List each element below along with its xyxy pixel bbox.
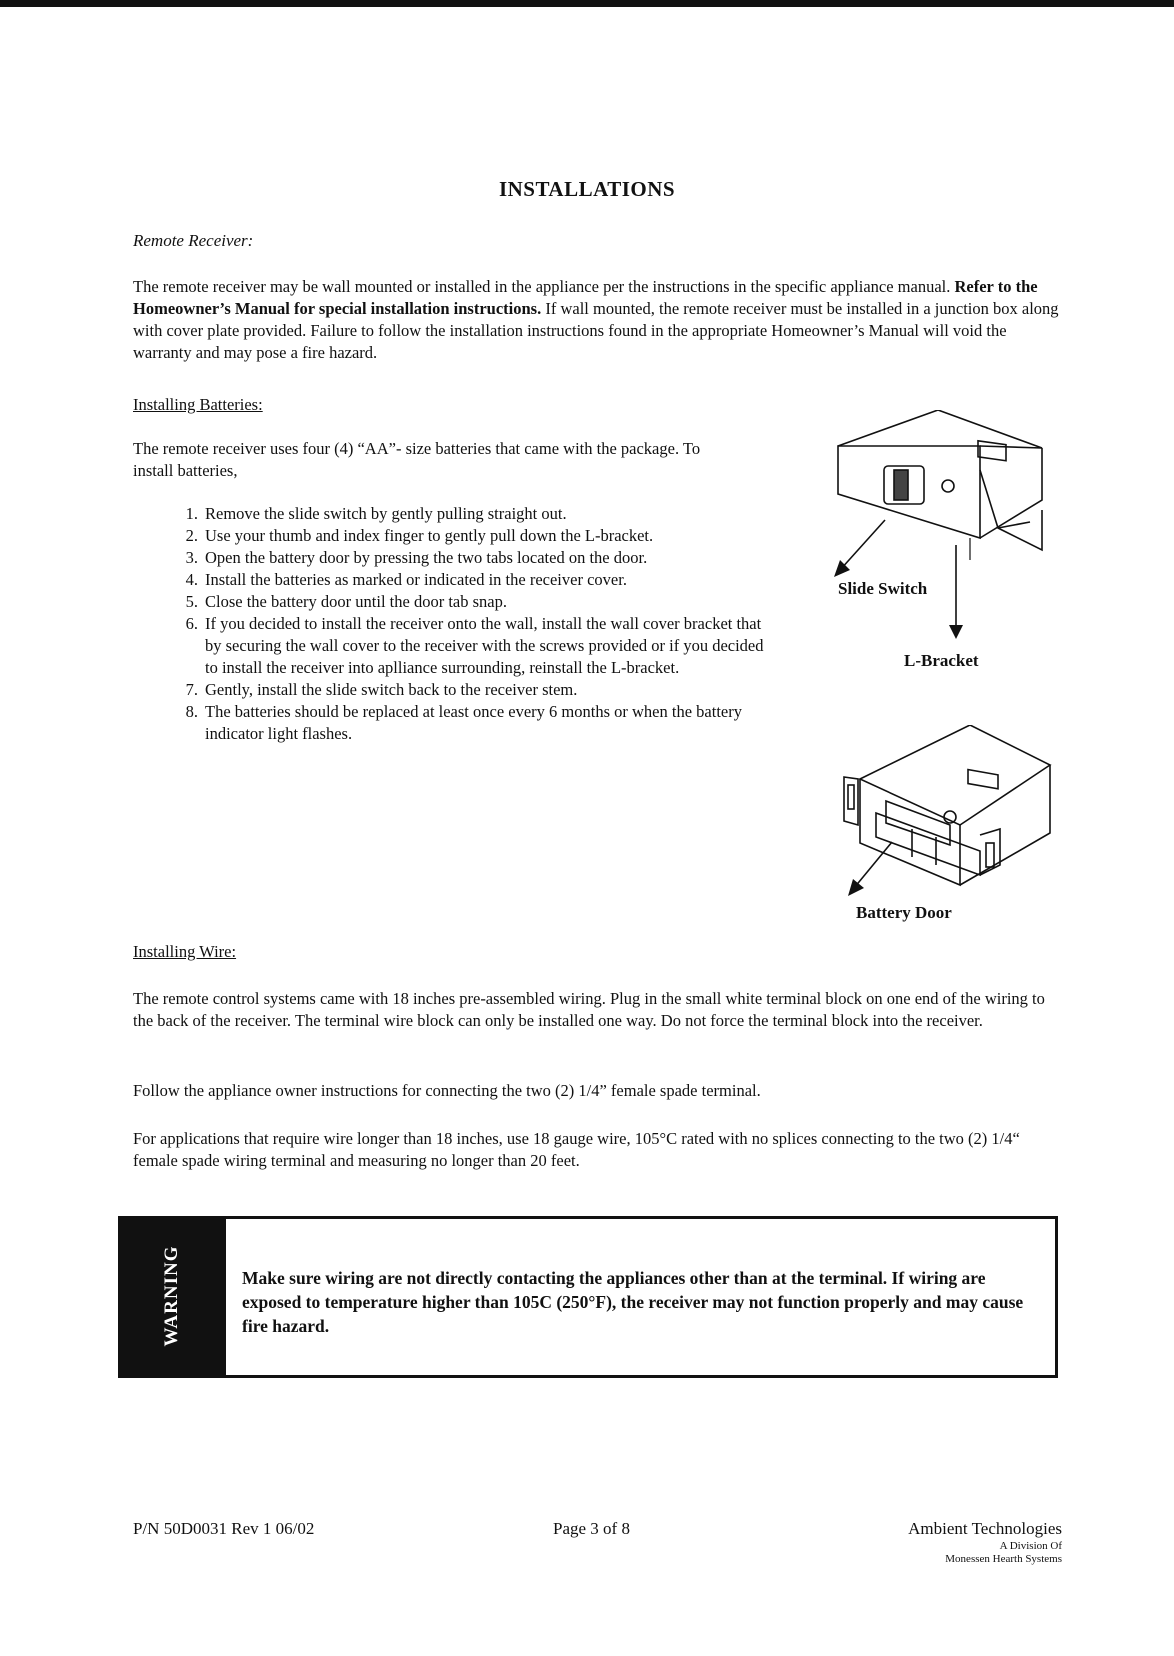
installing-batteries-heading: Installing Batteries:	[133, 395, 263, 414]
remote-receiver-text-2: If wall mounted, the remote receiver must be installed in a junction box along with cover plate provided. Failure to follow the installation instructions found in the appropriate Homeowner’s Manual will void the warranty and may pose a fire hazard.	[133, 299, 1059, 362]
battery-steps-list	[160, 503, 780, 745]
l-bracket-pointer-arrow	[946, 545, 966, 641]
warning-label: WARNING	[161, 1245, 182, 1347]
step-text: Close the battery door until the door tab snap.	[205, 592, 507, 611]
slide-switch-label: Slide Switch	[838, 579, 928, 598]
wire-paragraph-2: Follow the appliance owner instructions for connecting the two (2) 1/4” female spade terminal.	[133, 1081, 761, 1100]
step-text: Remove the slide switch by gently pulling straight out.	[205, 504, 567, 523]
step-number: 7.	[185, 680, 198, 699]
step-number: 3.	[185, 548, 198, 567]
installing-wire-heading: Installing Wire:	[133, 942, 237, 961]
step-number: 1.	[185, 504, 198, 523]
remote-receiver-text-1: The remote receiver may be wall mounted or installed in the appliance per the instructions in the specific appliance manual.	[133, 277, 955, 296]
step-text: Gently, install the slide switch back to the receiver stem.	[205, 680, 578, 699]
battery-step-3	[160, 547, 780, 569]
battery-step-7	[160, 679, 780, 701]
step-number: 8.	[185, 702, 198, 721]
step-text: The batteries should be replaced at least once every 6 months or when the battery indicator light flashes.	[205, 702, 742, 743]
company-name: Ambient Technologies	[908, 1519, 1062, 1538]
battery-step-5	[160, 591, 780, 613]
top-border	[0, 0, 1174, 7]
battery-step-2	[160, 525, 780, 547]
wire-paragraph-3: For applications that require wire longer than 18 inches, use 18 gauge wire, 105°C rated with no splices connecting to the two (2) 1/4“ female spade wiring terminal and measuring no longer than 20 feet.	[133, 1129, 1020, 1170]
step-number: 4.	[185, 570, 198, 589]
l-bracket-label: L-Bracket	[904, 651, 979, 670]
slide-switch-pointer-arrow	[830, 512, 890, 582]
remote-receiver-heading: Remote Receiver:	[133, 231, 254, 250]
warning-sidebar	[118, 1216, 226, 1375]
step-number: 2.	[185, 526, 198, 545]
remote-receiver-paragraph	[133, 276, 1063, 364]
step-text: Open the battery door by pressing the two tabs located on the door.	[205, 548, 648, 567]
wire-paragraph-1: The remote control systems came with 18 inches pre-assembled wiring. Plug in the small white terminal block on one end of the wiring to the back of the receiver. The terminal wire block can only be installed one way. Do not force the terminal block into the receiver.	[133, 989, 1045, 1030]
battery-door-label: Battery Door	[856, 903, 952, 922]
battery-door-pointer-arrow	[842, 838, 902, 900]
remote-receiver-bold-note: Refer to the Homeowner’s Manual for special installation instructions.	[133, 277, 1038, 318]
company-division: A Division Of	[999, 1540, 1062, 1552]
page-number: Page 3 of 8	[553, 1519, 630, 1538]
battery-step-4	[160, 569, 780, 591]
page-title: INSTALLATIONS	[498, 177, 676, 201]
warning-text: Make sure wiring are not directly contacting the appliances other than at the terminal. If wiring are exposed to temperature higher than 105C (250°F), the receiver may not function properly and may cause fire hazard.	[242, 1268, 1024, 1336]
battery-step-6	[160, 613, 780, 679]
step-number: 5.	[185, 592, 198, 611]
company-parent: Monessen Hearth Systems	[945, 1553, 1062, 1565]
battery-step-8	[160, 701, 780, 745]
step-text: Install the batteries as marked or indicated in the receiver cover.	[205, 570, 627, 589]
step-text: If you decided to install the receiver onto the wall, install the wall cover bracket that by securing the wall cover to the receiver with the screws provided or if you decided to install the receiver into aplliance surrounding, reinstall the L-bracket.	[205, 614, 764, 677]
battery-step-1	[160, 503, 780, 525]
batteries-intro: The remote receiver uses four (4) “AA”- size batteries that came with the package. To install batteries,	[133, 439, 701, 480]
step-number: 6.	[185, 614, 198, 633]
company-block	[820, 1518, 1062, 1566]
step-text: Use your thumb and index finger to gently pull down the L-bracket.	[205, 526, 654, 545]
part-number: P/N 50D0031 Rev 1 06/02	[133, 1519, 315, 1538]
